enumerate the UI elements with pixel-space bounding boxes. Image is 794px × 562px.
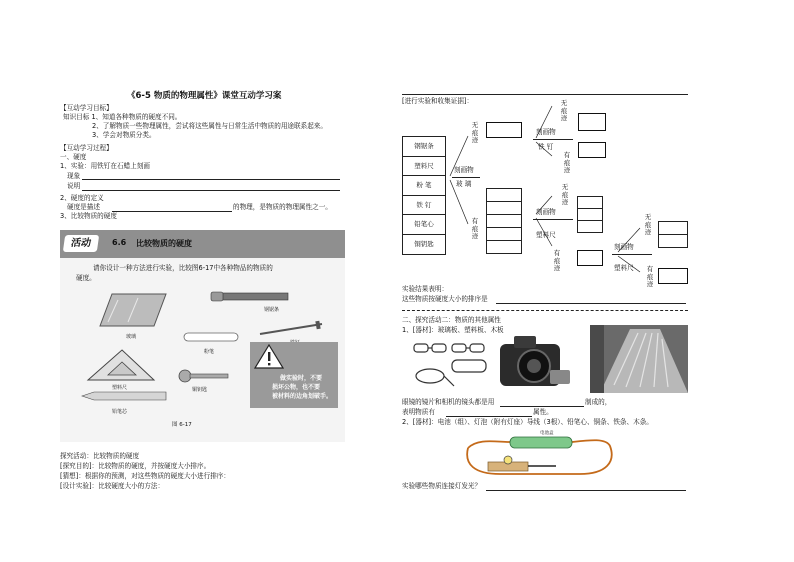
answer-box-has-mark-3[interactable] [577,250,603,266]
explore-1: 探究活动：比较物质的硬度 [60,452,140,460]
objective-2: 2、了解物质一些物理属性，尝试将这些属性与日常生活中物质的用途联系起来。 [92,122,327,130]
explore-guess: [猜想]：根据你的预测，对这些物质的硬度大小进行排序： [60,472,230,480]
glasses-image [410,340,490,390]
lens-text-2: 制成的， [585,398,612,406]
no-mark-1: 无痕迹 [471,121,479,144]
label-saw: 钢锯条 [264,307,280,313]
material-2: 塑料尺 [403,157,445,177]
has-mark-2: 有痕迹 [563,151,571,174]
attribute-blank[interactable] [446,416,532,417]
answer-box-has-mark-4[interactable] [658,268,688,284]
activity-intro-2: 硬度。 [76,274,96,282]
definition-header: 2、硬度的定义 [60,194,104,202]
saw-blade-image [210,290,290,304]
scratch-tool-a: 刻画物 [454,166,474,174]
iron-underline [533,139,573,140]
activity-heading: 比较物质的硬度 [136,239,192,248]
lens-text-1: 眼镜的镜片和相机的镜头都是用 [402,398,495,406]
glass-label: 玻 璃 [456,180,472,188]
answer-stack-has-mark[interactable] [486,188,522,254]
answer-stack-no-mark-3[interactable] [577,196,603,233]
explain-label: 说明 [67,182,81,190]
circuit-label: 电池盒 [540,431,554,436]
plastic-ruler-label-2: 塑料尺 [614,264,634,272]
warning-box [250,342,338,408]
label-glass: 玻璃 [126,334,137,340]
compare-hardness: 3、比较物质的硬度 [60,212,117,220]
definition-blank[interactable] [112,211,232,212]
warning-line-2: 损坏公物，也不要 [272,384,321,391]
bulb-answer-blank[interactable] [486,490,686,491]
explore-design: [设计实验]：比较硬度大小的方法： [60,482,165,490]
scratch-tool-b: 刻画物 [536,128,556,136]
warning-icon [254,344,284,370]
material-6: 铜钥匙 [414,239,434,248]
glass-underline [452,177,480,178]
materials-2: 2、[器材]：电池（组）、灯泡（附有灯座）导线（3根）、铅笔心、铜条、铁条、木条。 [402,418,653,426]
material-4: 铁 钉 [403,196,445,216]
camera-image [494,330,574,392]
copper-key-image [176,368,232,384]
materials-1: 1、[器材]：玻璃板、塑料板、木板 [402,326,504,334]
activity-panel [60,230,345,442]
explore-purpose: [探究目的]：比较物质的硬度，并按硬度大小排序。 [60,462,211,470]
experiment-1: 1、实验：用铁钉在石蜡上刻画 [60,162,150,170]
objective-1: 知识目标 1、知道各种物质的硬度不同。 [63,113,182,121]
answer-box-no-mark-2[interactable] [578,113,606,131]
answer-box-no-mark-1[interactable] [486,122,522,138]
ruler2-underline [612,254,652,255]
collect-evidence: [进行实验和收集证据]： [402,97,474,105]
has-mark-3: 有痕迹 [553,249,561,272]
warning-line-1: 做实验时，不要 [280,375,323,382]
activity-number: 6.6 [112,238,127,247]
section-divider [402,310,688,311]
objective-3: 3、学会对物质分类。 [92,131,156,139]
activity-badge: 活动 [63,235,99,252]
result-header: 实验结果表明： [402,285,449,293]
chalk-image [182,330,242,344]
triangle-ruler-image [86,348,156,382]
material-5: 铅笔心 [403,215,445,235]
section-hardness: 一、硬度 [60,153,87,161]
explain-blank[interactable] [82,190,340,191]
material-1: 钢锯条 [403,137,445,157]
iron-nail-label: 铁 钉 [538,143,554,151]
no-mark-4: 无痕迹 [644,213,652,236]
scratch-tool-d: 刻画物 [614,243,634,251]
label-key: 铜钥匙 [192,387,208,393]
phenomenon-blank[interactable] [82,179,340,180]
shows-label: 表明物质有 [402,408,435,416]
attribute-suffix: 属性。 [533,408,553,416]
ruler-underline [533,219,573,220]
page-title: 《6-5 物质的物理属性》课堂互动学习案 [127,91,282,101]
definition-text-b: 的物理，是物质的物理属性之一。 [233,203,332,211]
bulb-question: 实验哪些物质连接灯发光？ [402,482,482,490]
figure-caption: 图 6-17 [172,422,192,428]
no-mark-2: 无痕迹 [560,99,568,122]
result-blank[interactable] [496,303,686,304]
definition-text-a: 硬度是描述 [67,203,100,211]
has-mark-4: 有痕迹 [646,265,654,288]
lens-blank[interactable] [500,406,584,407]
answer-stack-no-mark-4[interactable] [658,221,688,248]
label-chalk: 粉笔 [204,349,215,355]
has-mark-1: 有痕迹 [471,217,479,240]
activity-intro-1: 请你设计一种方法进行实验，比较图6-17中各种物品的物质的 [93,264,273,272]
plastic-ruler-label: 塑料尺 [536,231,556,239]
label-ruler: 塑料尺 [112,385,128,391]
objectives-header: 【互动学习目标】 [60,104,113,112]
phenomenon-label: 现象 [67,172,81,180]
result-text: 这些物质按硬度大小的排序是 [402,295,488,303]
warning-line-3: 被材料的边角划破手。 [272,393,333,400]
pencil-lead-image [80,390,170,402]
nail-image [256,320,328,338]
process-header: 【互动学习过程】 [60,144,113,152]
section-other-properties: 二、探究活动二：物质的其他属性 [402,316,501,324]
building-photo [590,325,688,393]
material-3: 粉 笔 [403,176,445,196]
classification-tree-lines [440,96,700,296]
no-mark-3: 无痕迹 [561,183,569,206]
label-pencil: 铅笔芯 [112,409,128,415]
scratch-tool-c: 刻画物 [536,208,556,216]
circuit-image [460,432,620,478]
answer-box-has-mark-2[interactable] [578,142,606,158]
glass-plate-image [98,292,168,330]
top-line [402,94,688,95]
